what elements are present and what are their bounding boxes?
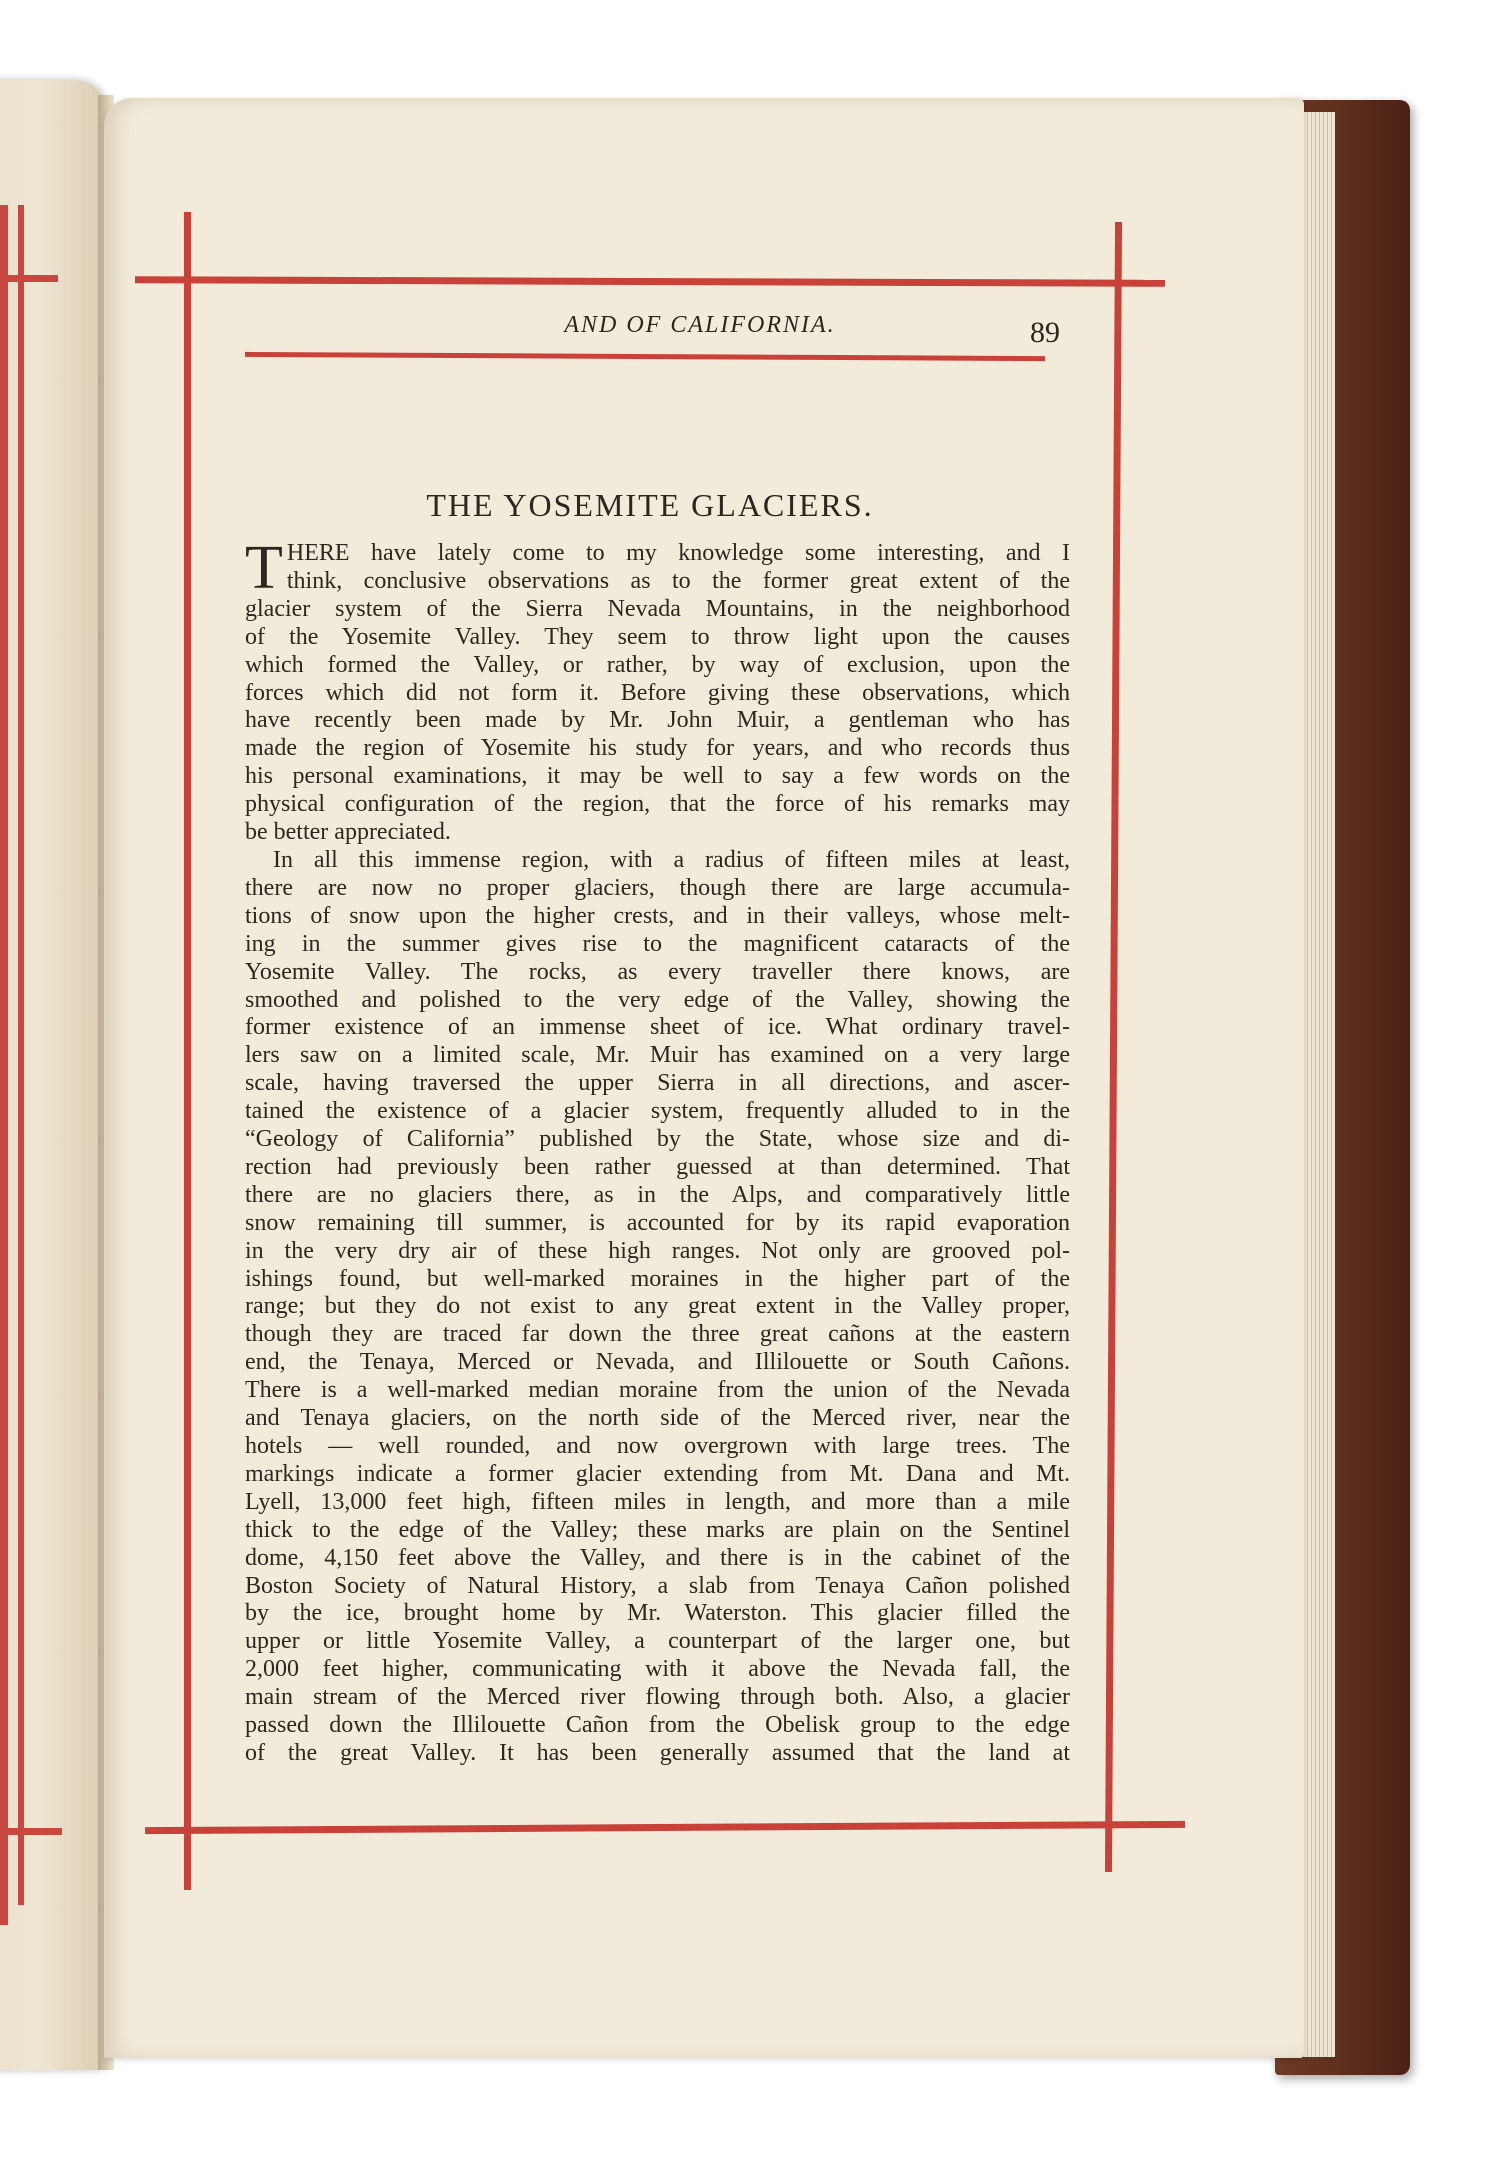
text-line: “Geology of California” published by the State, whose size and di- xyxy=(245,1126,1070,1153)
text-line: ishings found, but well-marked moraines in the higher part of the xyxy=(245,1265,1070,1292)
text-line: tions of snow upon the higher crests, and in their valleys, whose melt- xyxy=(245,902,1070,929)
drop-cap: T xyxy=(245,534,283,602)
text-line: In all this immense region, with a radius of fifteen miles at least, xyxy=(273,846,1070,873)
body-text xyxy=(245,534,1070,1768)
text-line: snow remaining till summer, is accounted for by its rapid evaporation xyxy=(245,1209,1070,1236)
text-line: dome, 4,150 feet above the Valley, and there is in the cabinet of the xyxy=(245,1544,1070,1571)
text-line: tained the existence of a glacier system, frequently alluded to in the xyxy=(245,1098,1070,1125)
left-page-red-rule xyxy=(0,1828,62,1835)
text-line: forces which did not form it. Before giving these observations, which xyxy=(245,679,1070,706)
text-line: be better appreciated. xyxy=(245,819,451,846)
text-line: former existence of an immense sheet of ice. What ordinary travel- xyxy=(245,1014,1070,1041)
text-line: though they are traced far down the three great cañons at the eastern xyxy=(245,1321,1070,1348)
text-line: there are no glaciers there, as in the Alps, and comparatively little xyxy=(245,1181,1070,1208)
frame-left-rule xyxy=(184,212,191,1890)
text-line: and Tenaya glaciers, on the north side of the Merced river, near the xyxy=(245,1405,1070,1432)
text-line: upper or little Yosemite Valley, a counterpart of the larger one, but xyxy=(245,1628,1070,1655)
text-line: smoothed and polished to the very edge of the Valley, showing the xyxy=(245,986,1070,1013)
text-line: passed down the Illilouette Cañon from the Obelisk group to the edge xyxy=(245,1712,1070,1739)
text-line: physical configuration of the region, that the force of his remarks may xyxy=(245,791,1070,818)
page-number: 89 xyxy=(1030,316,1060,349)
text-line: which formed the Valley, or rather, by way of exclusion, upon the xyxy=(245,651,1070,678)
text-line: made the region of Yosemite his study for years, and who records thus xyxy=(245,735,1070,762)
text-line: Yosemite Valley. The rocks, as every traveller there knows, are xyxy=(245,958,1070,985)
text-line: of the Yosemite Valley. They seem to throw light upon the causes xyxy=(245,623,1070,650)
text-line: thick to the edge of the Valley; these marks are plain on the Sentinel xyxy=(245,1516,1070,1543)
left-page-red-rule xyxy=(18,205,24,1905)
text-line: lers saw on a limited scale, Mr. Muir has examined on a very large xyxy=(245,1042,1070,1069)
text-line: 2,000 feet higher, communicating with it above the Nevada fall, the xyxy=(245,1656,1070,1683)
text-line: range; but they do not exist to any great extent in the Valley proper, xyxy=(245,1293,1070,1320)
text-line: scale, having traversed the upper Sierra in all directions, and ascer- xyxy=(245,1070,1070,1097)
text-line: have recently been made by Mr. John Muir, a gentleman who has xyxy=(245,707,1070,734)
text-line: by the ice, brought home by Mr. Waterston. This glacier filled the xyxy=(245,1600,1070,1627)
text-line: of the great Valley. It has been generally assumed that the land at xyxy=(245,1739,1070,1766)
text-line: main stream of the Merced river flowing through both. Also, a glacier xyxy=(245,1684,1070,1711)
left-page-red-rule xyxy=(0,275,58,282)
text-line: There is a well-marked median moraine from the union of the Nevada xyxy=(245,1377,1070,1404)
running-head: AND OF CALIFORNIA. xyxy=(564,312,836,338)
text-line: glacier system of the Sierra Nevada Mountains, in the neighborhood xyxy=(245,595,1070,622)
text-line: think, conclusive observations as to the former great extent of the xyxy=(286,567,1070,594)
text-line: Lyell, 13,000 feet high, fifteen miles in length, and more than a mile xyxy=(245,1488,1070,1515)
text-line: in the very dry air of these high ranges. Not only are grooved pol- xyxy=(245,1237,1070,1264)
text-line: end, the Tenaya, Merced or Nevada, and Illilouette or South Cañons. xyxy=(245,1349,1070,1376)
text-line: Boston Society of Natural History, a slab from Tenaya Cañon polished xyxy=(245,1572,1070,1599)
text-line: ing in the summer gives rise to the magnificent cataracts of the xyxy=(245,930,1070,957)
left-page-red-rule xyxy=(0,205,8,1925)
left-page xyxy=(0,80,105,2070)
chapter-title: THE YOSEMITE GLACIERS. xyxy=(426,487,874,523)
text-line: his personal examinations, it may be well to say a few words on the xyxy=(245,763,1070,790)
text-line: hotels — well rounded, and now overgrown with large trees. The xyxy=(245,1433,1070,1459)
text-line: rection had previously been rather guessed at than determined. That xyxy=(245,1153,1070,1180)
text-line: HERE have lately come to my knowledge some interesting, and I xyxy=(286,540,1070,566)
text-line: there are now no proper glaciers, though there are large accumula- xyxy=(245,874,1070,901)
text-line: markings indicate a former glacier extending from Mt. Dana and Mt. xyxy=(245,1460,1070,1487)
